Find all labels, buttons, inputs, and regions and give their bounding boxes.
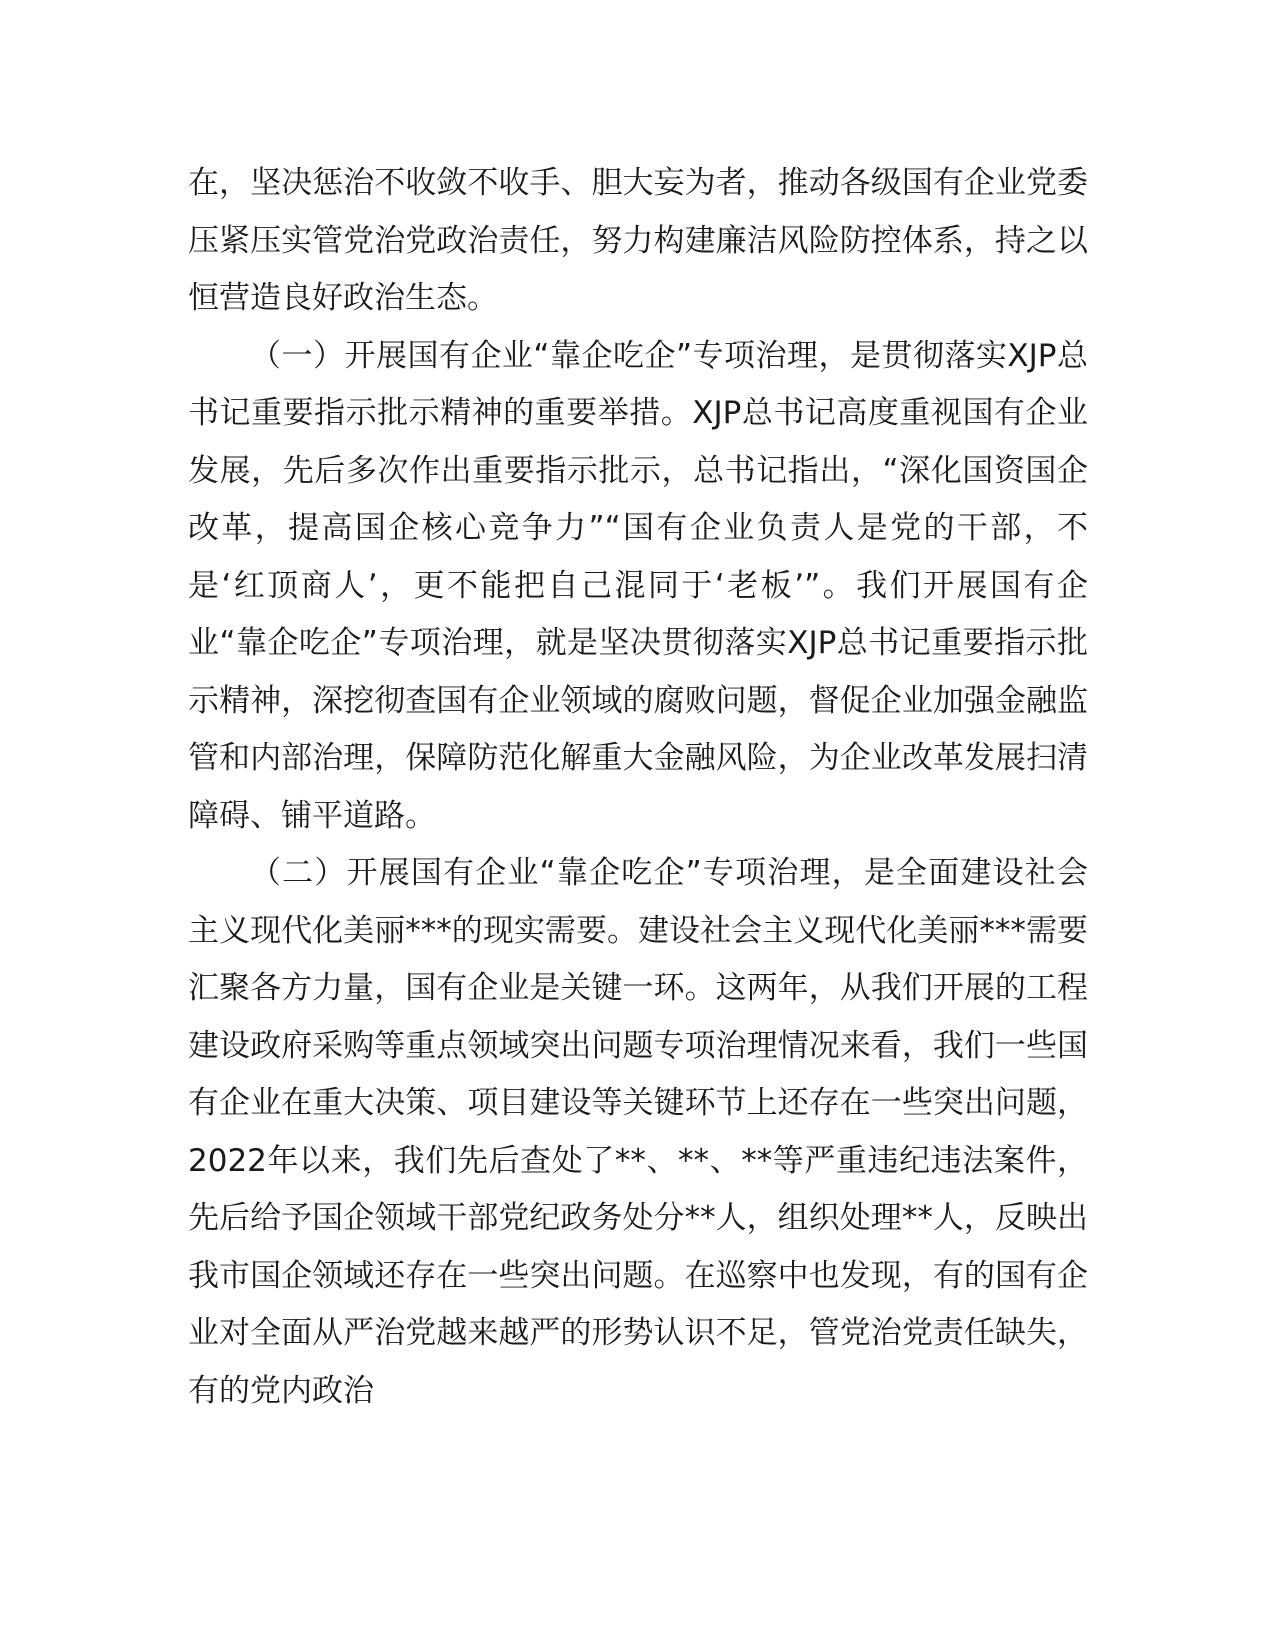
body-text [188,155,1088,1420]
paragraph-section-two: （二）开展国有企业“靠企吃企”专项治理，是全面建设社会主义现代化美丽***的现实需要。建设社会主义现代化美丽***需要汇聚各方力量，国有企业是关键一环。这两年，从我们开展的工程建设政府采购等重点领域突出问题专项治理情况来看，我们一些国有企业在重大决策、项目建设等关键环节上还存在一些突出问题，2022年以来，我们先后查处了**、**、**等严重违纪违法案件，先后给予国企领域干部党纪政务处分**人，组织处理**人，反映出我市国企领域还存在一些突出问题。在巡察中也发现，有的国有企业对全面从严治党越来越严的形势认识不足，管党治党责任缺失，有的党内政治 [188,855,1088,1409]
paragraph-section-one: （一）开展国有企业“靠企吃企”专项治理，是贯彻落实XJP总书记重要指示批示精神的重要举措。XJP总书记高度重视国有企业发展，先后多次作出重要指示批示，总书记指出，“深化国资国企改革，提高国企核心竞争力”“国有企业负责人是党的干部，不是‘红顶商人’，更不能把自己混同于‘老板’”。我们开展国有企业“靠企吃企”专项治理，就是坚决贯彻落实XJP总书记重要指示批示精神，深挖彻查国有企业领域的腐败问题，督促企业加强金融监管和内部治理，保障防范化解重大金融风险，为企业改革发展扫清障碍、铺平道路。 [188,337,1088,834]
paragraph-continuation: 在，坚决惩治不收敛不收手、胆大妄为者，推动各级国有企业党委压紧压实管党治党政治责任，努力构建廉洁风险防控体系，持之以恒营造良好政治生态。 [188,165,1088,316]
